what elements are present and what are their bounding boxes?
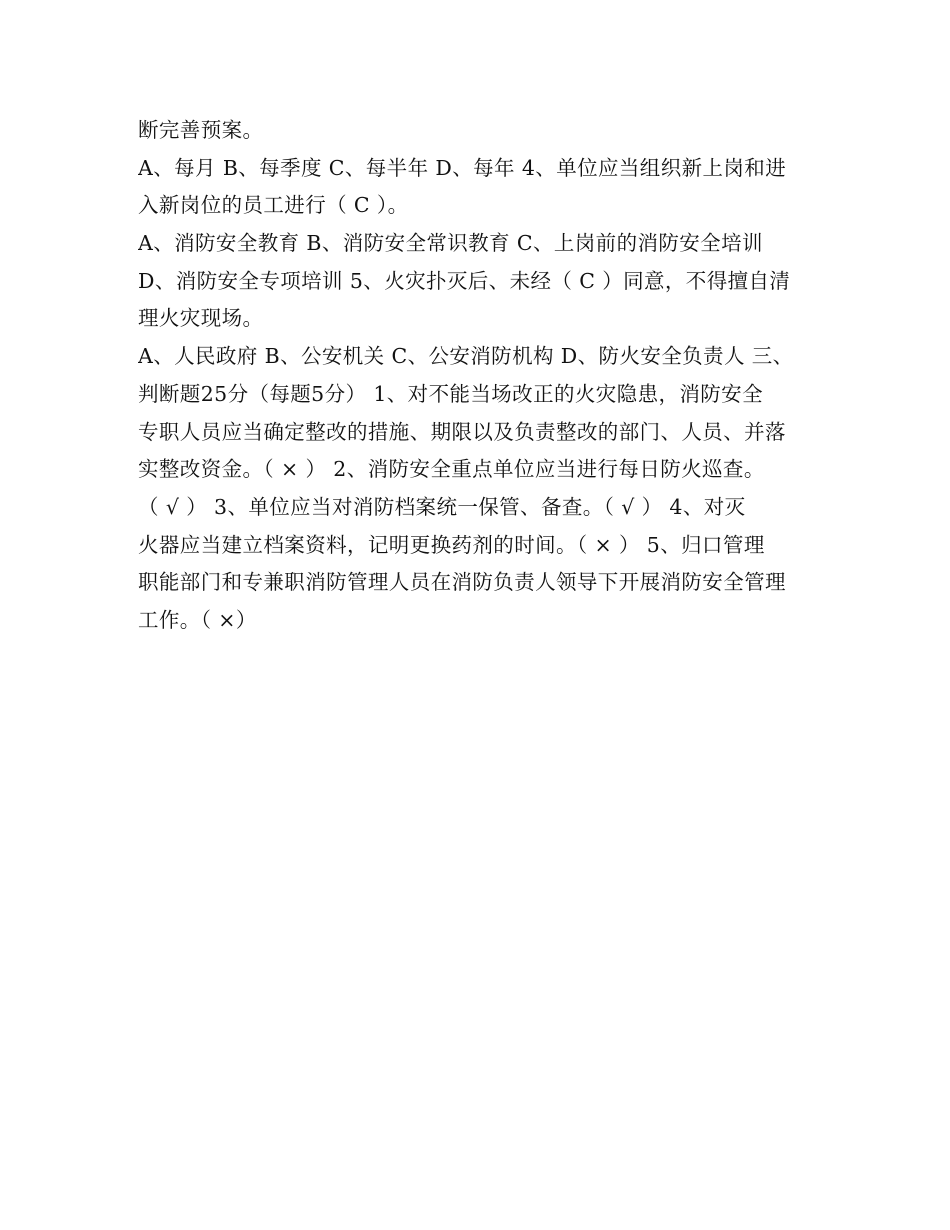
- body-text: [138, 112, 818, 640]
- text-line: 入新岗位的员工进行（ C ）。: [138, 193, 409, 218]
- text-line: 工作。（ ×）: [138, 607, 257, 632]
- text-line: A、消防安全教育 B、消防安全常识教育 C、上岗前的消防安全培训: [138, 231, 763, 256]
- text-line: 理火灾现场。: [138, 306, 264, 331]
- text-line: D、消防安全专项培训 5、火灾扑灭后、未经（ C ）同意，不得擅自清: [138, 268, 791, 293]
- text-line: A、每月 B、每季度 C、每半年 D、每年 4、单位应当组织新上岗和进: [138, 155, 787, 180]
- text-line: 专职人员应当确定整改的措施、期限以及负责整改的部门、人员、并落: [138, 419, 786, 444]
- text-line: 实整改资金。（ × ） 2、消防安全重点单位应当进行每日防火巡查。: [138, 457, 765, 482]
- text-line: （ √ ） 3、单位应当对消防档案统一保管、备查。（ √ ） 4、对灭: [138, 494, 746, 519]
- text-line: 火器应当建立档案资料，记明更换药剂的时间。（ × ） 5、归口管理: [138, 532, 765, 557]
- text-line: 断完善预案。: [138, 118, 264, 142]
- text-line: 职能部门和专兼职消防管理人员在消防负责人领导下开展消防安全管理: [138, 570, 786, 595]
- text-line: 判断题25分（每题5分） 1、对不能当场改正的火灾隐患，消防安全: [138, 381, 763, 406]
- text-line: A、人民政府 B、公安机关 C、公安消防机构 D、防火安全负责人 三、: [138, 344, 794, 369]
